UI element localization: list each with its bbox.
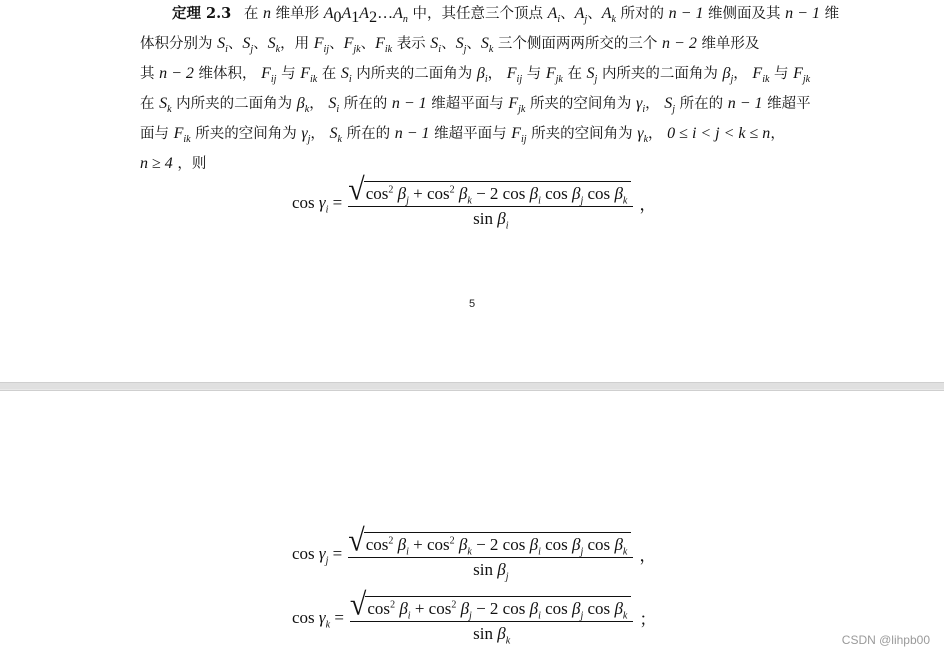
- math-Fij: $F_{ij}$: [511, 125, 527, 146]
- text: 维超平: [767, 96, 811, 112]
- text: 维超平面与: [434, 126, 507, 142]
- formula-lhs: $\cos \gamma_k$ =: [292, 607, 344, 630]
- formula-denominator: $\sin \beta_i$: [473, 209, 509, 232]
- text: 维单形及: [701, 36, 760, 52]
- text: 三个侧面两两所交的三个: [497, 36, 658, 52]
- watermark: CSDN @lihpb00: [841, 633, 930, 647]
- text: 在: [243, 6, 259, 22]
- math-Fij: $F_{ij}$: [506, 65, 523, 86]
- page-gap: [0, 383, 944, 389]
- text: 中，其任意三个顶点: [412, 6, 543, 22]
- formula-fraction: [349, 587, 633, 647]
- text: 体积分别为: [140, 36, 213, 52]
- math-Fij: $F_{ij}$: [313, 35, 330, 56]
- math-n-minus-1: n − 1: [668, 5, 704, 22]
- math-n-minus-1: n − 1: [785, 5, 820, 22]
- text: 所在的: [346, 126, 391, 142]
- formula-numerator: √ $\cos^2 \beta_i + \cos^2 \beta_k - 2$ $\cos \beta_i$ $\cos \beta_j$ $\cos \beta_k$: [348, 527, 633, 557]
- text: 所对的: [620, 6, 665, 22]
- math-Fik: $F_{ik}$: [375, 35, 393, 56]
- math-A0A1A2An: $A_0A_1A_2\dots A_n$: [323, 5, 408, 27]
- text: 内所夹的二面角为: [176, 96, 293, 112]
- text: 面与: [140, 126, 169, 142]
- math-Si: $S_i$: [430, 35, 442, 56]
- math-Si: $S_i$: [340, 65, 352, 86]
- theorem-line-6: [140, 150, 860, 178]
- formula-comma: ，: [639, 546, 657, 565]
- math-Fjk: $F_{jk}$: [793, 65, 811, 86]
- text: 维单形: [275, 6, 320, 22]
- sqrt-icon: √: [348, 172, 365, 207]
- pdf-page-2: [0, 390, 944, 657]
- math-Ak: $A_k$: [601, 5, 616, 26]
- theorem-line-4: 在 $S_k$ 内所夹的二面角为 $\beta_k$， $S_i$ 所在的 n − 1 维超平面与 $F_{jk}$ 所夹的空间角为 $\gamma_i$， $S_j$ 所在的 n − 1 维超平: [140, 95, 811, 116]
- math-gamma-j: $\gamma_j$: [301, 125, 311, 146]
- formula-cos-gamma-j: [292, 523, 657, 583]
- formula-cos-gamma-k: [292, 587, 657, 647]
- math-Sk: $S_k$: [329, 125, 342, 146]
- text: 内所夹的二面角为: [356, 66, 473, 82]
- text: 内所夹的二面角为: [601, 66, 718, 82]
- math-Fik: $F_{ik}$: [300, 65, 318, 86]
- text: 所夹的空间角为: [195, 126, 297, 142]
- formula-numerator: √ $\cos^2 \beta_i + \cos^2 \beta_j - 2$ $\cos \beta_i$ $\cos \beta_j$ $\cos \beta_k$: [350, 591, 633, 621]
- theorem-line-1: 定理 2.3 在 n 维单形 $A_0A_1A_2\dots A_n$ 中，其任意三个顶点 $A_i$、$A_j$、$A_k$ 所对的 n − 1 维侧面及其 n − 1 维: [172, 5, 840, 27]
- math-Si: $S_i$: [217, 35, 228, 56]
- math-Fjk: $F_{jk}$: [343, 35, 361, 56]
- text: 维: [824, 6, 840, 22]
- text: 表示: [396, 36, 426, 52]
- math-Fik: $F_{ik}$: [752, 65, 770, 86]
- theorem-label: 定理 2.3: [172, 5, 232, 22]
- math-Fjk: $F_{jk}$: [545, 65, 563, 86]
- math-beta-j: $\beta_j$: [722, 65, 734, 86]
- math-n-minus-1: n − 1: [394, 125, 430, 142]
- math-Sj: $S_j$: [242, 35, 254, 56]
- formula-denominator: $\sin \beta_k$: [473, 624, 511, 647]
- text: 所在的: [343, 96, 388, 112]
- math-Sj: $S_j$: [455, 35, 467, 56]
- text: 维超平面与: [431, 96, 504, 112]
- math-index-inequality: 0 ≤ i < j < k ≤ n: [667, 125, 771, 142]
- math-gamma-i: $\gamma_i$: [636, 95, 646, 116]
- math-Sk: $S_k$: [267, 35, 281, 56]
- formula-lhs: $\cos \gamma_i$ =: [292, 192, 343, 215]
- formula-numerator: √ $\cos^2 \beta_j + \cos^2 \beta_k - 2$ $\cos \beta_i$ $\cos \beta_j$ $\cos \beta_k$: [348, 176, 633, 206]
- formula-fraction: [348, 172, 633, 232]
- text: 所在的: [679, 96, 724, 112]
- theorem-line-2: 体积分别为 $S_i$、$S_j$、$S_k$，用 $F_{ij}$、$F_{jk}$、$F_{ik}$ 表示 $S_i$、$S_j$、$S_k$ 三个侧面两两所交的三个 n − 2 维单形及: [140, 35, 760, 56]
- formula-denominator: $\sin \beta_j$: [473, 560, 509, 583]
- text: ，则: [177, 156, 207, 172]
- text: 其: [140, 66, 155, 82]
- formula-comma: ，: [639, 195, 657, 214]
- math-Fij: $F_{ij}$: [261, 65, 277, 86]
- formula-fraction: [348, 523, 633, 583]
- math-n-minus-2: n − 2: [159, 65, 194, 82]
- theorem-line-5: 面与 $F_{ik}$ 所夹的空间角为 $\gamma_j$， $S_k$ 所在的 n − 1 维超平面与 $F_{ij}$ 所夹的空间角为 $\gamma_k$， 0 ≤ i < j < k ≤ n，: [140, 125, 785, 146]
- math-Aj: $A_j$: [574, 5, 588, 26]
- math-n: n: [263, 5, 271, 22]
- math-n-condition: n ≥ 4: [140, 155, 173, 172]
- math-beta-i: $\beta_i$: [476, 65, 488, 86]
- math-Sk: $S_k$: [480, 35, 494, 56]
- formula-cos-gamma-i: [292, 172, 657, 232]
- math-beta-k: $\beta_k$: [296, 95, 310, 116]
- math-Sj: $S_j$: [586, 65, 598, 86]
- math-n-minus-2: n − 2: [662, 35, 697, 52]
- math-Sj: $S_j$: [664, 95, 676, 116]
- sqrt-icon: √: [349, 587, 367, 622]
- math-Fik: $F_{ik}$: [173, 125, 191, 146]
- math-Si: $S_i$: [328, 95, 340, 116]
- theorem-line-3: 其 n − 2 维体积， $F_{ij}$ 与 $F_{ik}$ 在 $S_i$ 内所夹的二面角为 $\beta_i$， $F_{ij}$ 与 $F_{jk}$ 在 $S_j$ 内所夹的二面角为 $\beta_j$， $F_{ik}$ 与 $F_{jk}$: [140, 65, 811, 86]
- math-gamma-k: $\gamma_k$: [637, 125, 649, 146]
- formula-semicolon: ；: [639, 610, 657, 629]
- formula-lhs: $\cos \gamma_j$ =: [292, 543, 343, 566]
- text: 维体积，: [198, 66, 257, 82]
- math-Ai: $A_i$: [547, 5, 561, 26]
- math-Sk: $S_k$: [159, 95, 172, 116]
- math-n-minus-1: n − 1: [727, 95, 763, 112]
- text: 所夹的空间角为: [529, 96, 632, 112]
- math-n-minus-1: n − 1: [391, 95, 427, 112]
- page-number: 5: [468, 298, 476, 310]
- text: 维侧面及其: [708, 6, 781, 22]
- sqrt-icon: √: [348, 523, 365, 558]
- text: 所夹的空间角为: [531, 126, 633, 142]
- math-Fjk: $F_{jk}$: [508, 95, 526, 116]
